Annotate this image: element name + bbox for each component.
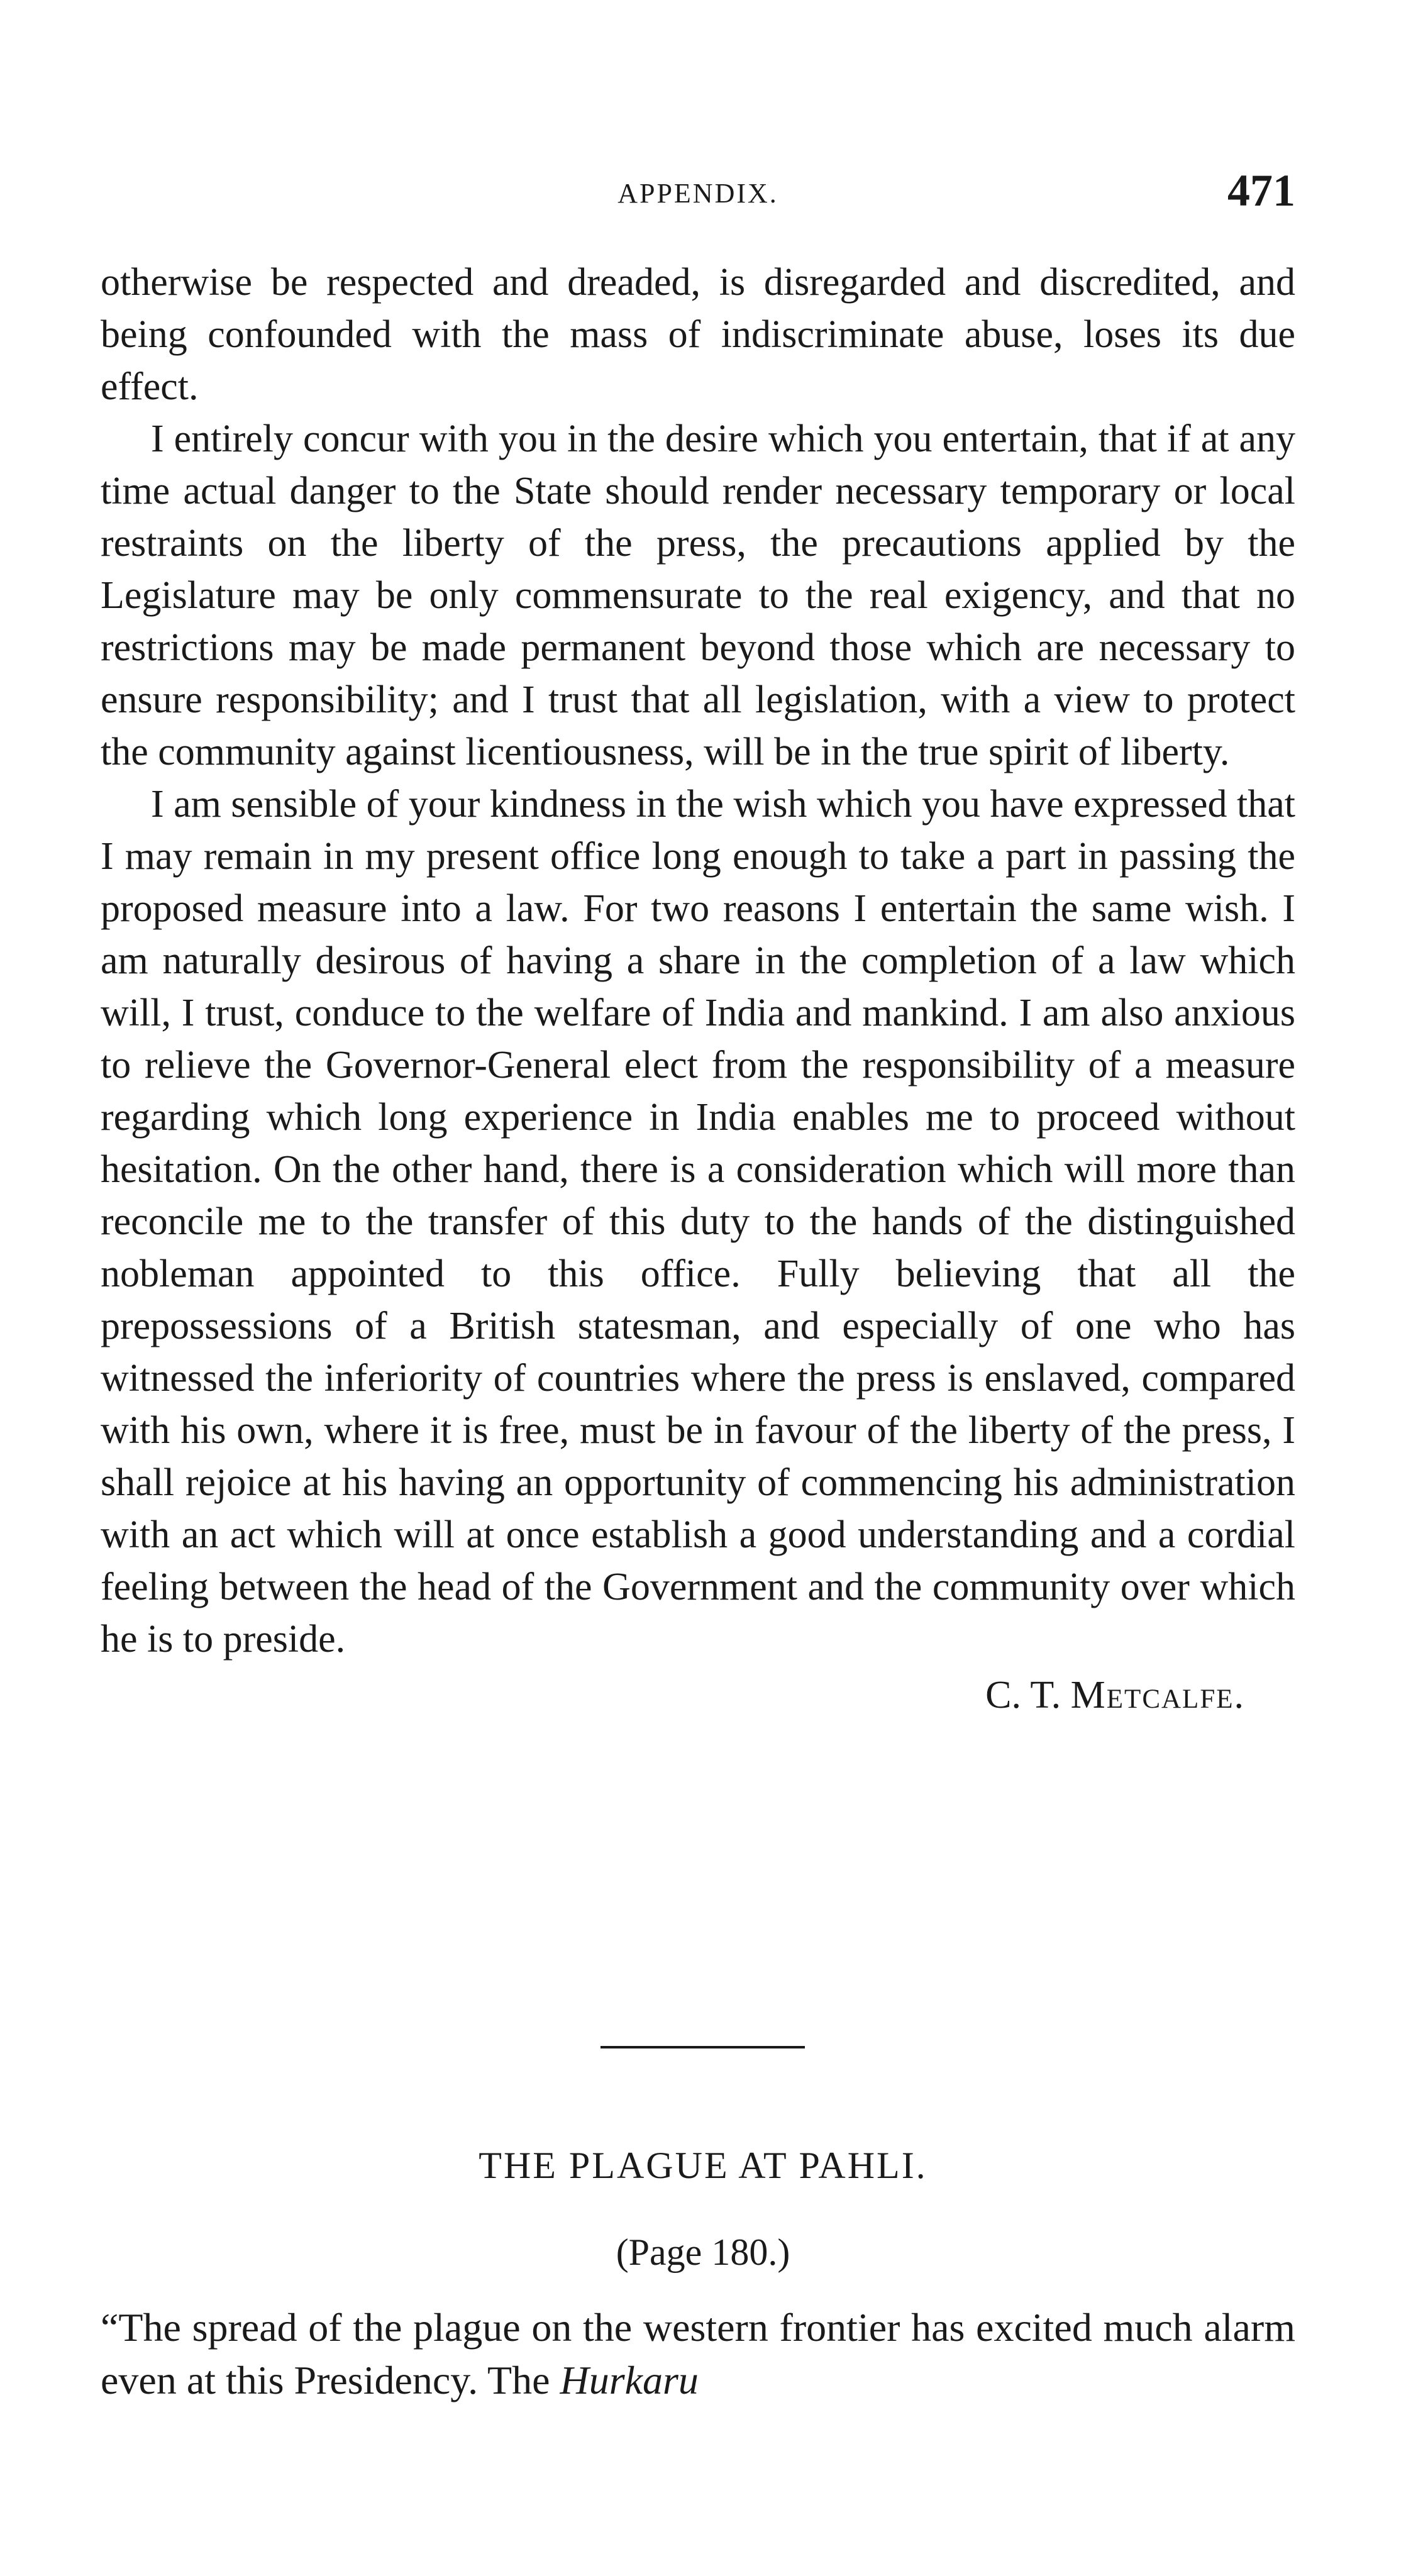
section-title: THE PLAGUE AT PAHLI. (479, 2145, 927, 2186)
signature-initials: C. T. (985, 1674, 1061, 1716)
paragraph-concur: I entirely concur with you in the desire which you entertain, that if at any time actual danger to the State should render necessary temporary or local restraints on the liberty of the press, the precautions applied by the Legislature may be only commensurate to the real exigency, and that no restrictions may be made permanent beyond those which are necessary to ensure responsibility; and I trust that all legislation, with a view to protect the community against licentiousness, will be in the true spirit of liberty. (101, 417, 1295, 773)
signature (101, 1669, 1295, 1722)
running-head (101, 165, 1295, 215)
quote-paragraph (101, 2301, 1295, 2407)
quote-italic-newspaper: Hurkaru (560, 2358, 699, 2402)
section-divider (601, 2046, 805, 2048)
page-number: 471 (1227, 165, 1295, 216)
signature-name: Metcalfe. (1070, 1674, 1245, 1716)
paragraph-sensible: I am sensible of your kindness in the wish which you have expressed that I may remain in my present office long enough to take a part in passing the proposed measure into a law. For two reasons I entertain the same wish. I am naturally desirous of having a share in the completion of a law which will, I trust, conduce to the welfare of India and mankind. I am also anxious to relieve the Governor-General elect from the responsibility of a measure regarding which long experience in India enables me to proceed without hesitation. On the other hand, there is a consideration which will more than reconcile me to the transfer of this duty to the hands of the distinguished nobleman appointed to this office. Fully believing that all the prepossessions of a British statesman, and especially of one who has witnessed the inferiority of countries where the press is enslaved, compared with his own, where it is free, must be in favour of the liberty of the press, I shall rejoice at his having an opportunity of commencing his administration with an act which will at once establish a good understanding and a cordial feeling between the head of the Government and the community over which he is to preside. (101, 783, 1296, 1661)
quote-block (101, 2301, 1295, 2407)
quote-text: “The spread of the plague on the western frontier has excited much alarm even at this Presidency. The (101, 2305, 1295, 2402)
paragraph-continuation: otherwise be respected and dreaded, is disregarded and discredited, and being confounded with the mass of indiscriminate abuse, loses its due effect. (101, 261, 1295, 408)
running-title: APPENDIX. (617, 178, 778, 209)
section-page-reference: (Page 180.) (616, 2231, 790, 2273)
letter-text (101, 257, 1295, 1722)
